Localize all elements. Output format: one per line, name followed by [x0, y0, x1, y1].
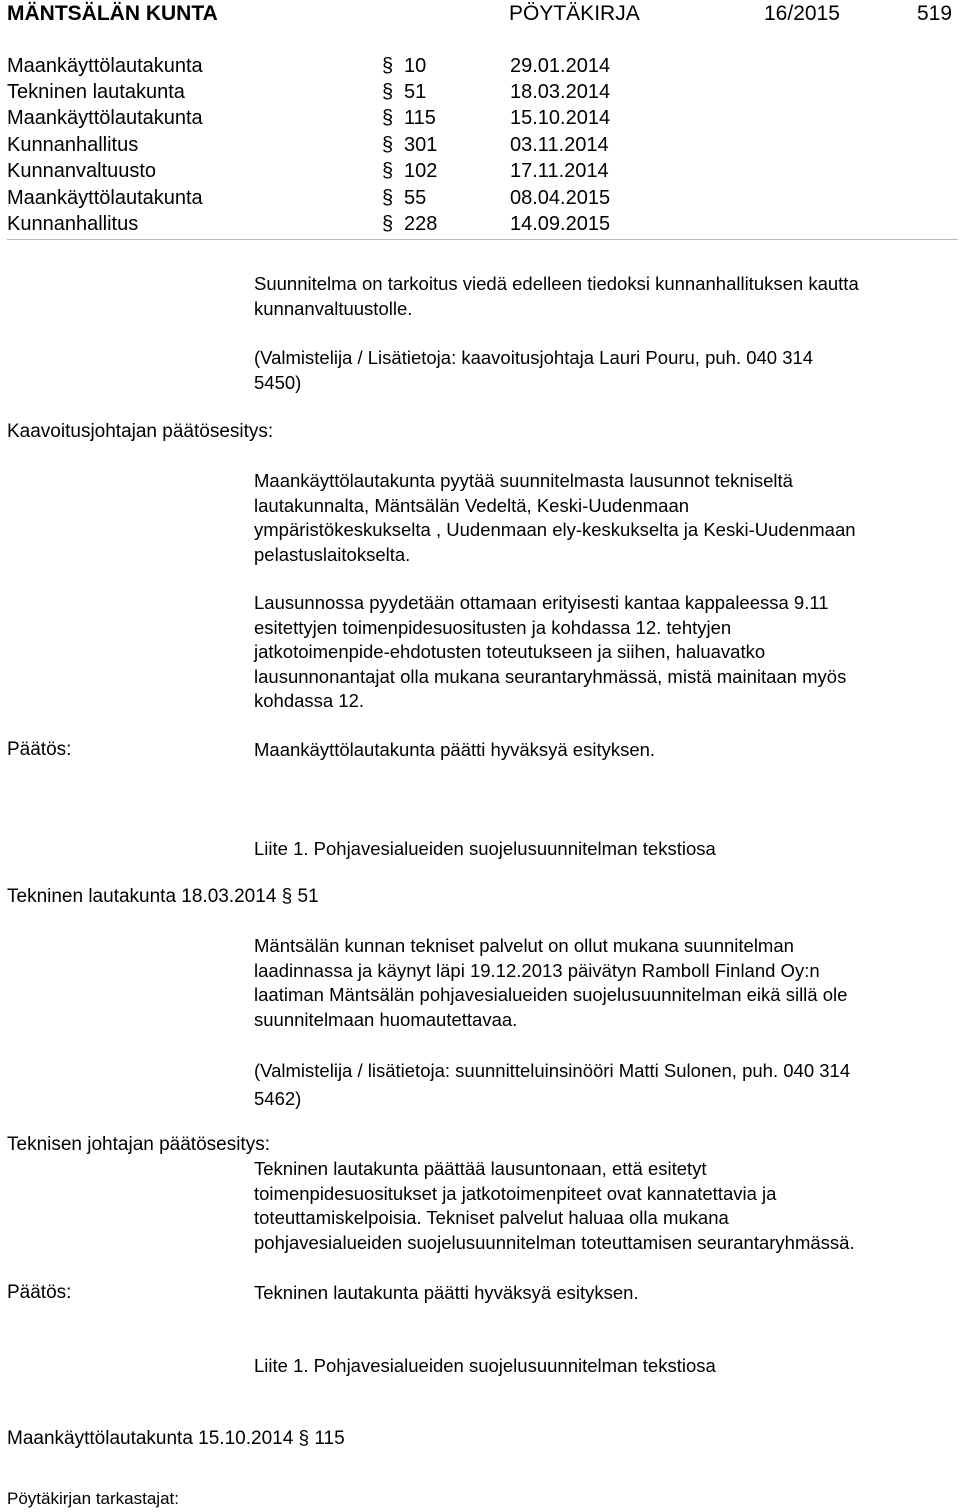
proposal-paragraph: [254, 1157, 954, 1255]
history-date: 29.01.2014: [510, 55, 611, 77]
history-divider: [7, 239, 958, 240]
history-date: 17.11.2014: [510, 160, 609, 182]
text-line: ympäristökeskukselta , Uudenmaan ely-keskukselta ja Keski-Uudenmaan: [254, 519, 856, 540]
text-line: 5450): [254, 371, 302, 393]
history-number: 115: [404, 107, 436, 129]
text-line: suunnitelmaan huomautettavaa.: [254, 1008, 518, 1030]
history-number: 102: [404, 160, 438, 182]
text-line: pelastuslaitokselta.: [254, 543, 411, 565]
paragraph-sign: §: [382, 213, 394, 235]
text-line: laadinnassa ja käynyt läpi 19.12.2013 päivätyn Ramboll Finland Oy:n: [254, 959, 820, 981]
paragraph-sign: §: [382, 160, 394, 182]
history-body: Kunnanhallitus: [7, 134, 139, 156]
paragraph-sign: §: [382, 187, 394, 209]
history-number: 10: [404, 55, 427, 77]
text-line: toteuttamiskelpoisia. Tekniset palvelut haluaa olla mukana: [254, 1207, 729, 1228]
history-row: [7, 55, 957, 81]
text-line: Suunnitelma on tarkoitus viedä edelleen tiedoksi kunnanhallituksen kautta: [254, 273, 859, 294]
text-line: Tekninen lautakunta päättää lausuntonaan, että esitetyt: [254, 1158, 707, 1179]
text-line: kunnanvaltuustolle.: [254, 297, 413, 319]
decision-text: Maankäyttölautakunta päätti hyväksyä esityksen.: [254, 739, 656, 760]
history-body: Maankäyttölautakunta: [7, 187, 203, 209]
history-body: Maankäyttölautakunta: [7, 55, 203, 77]
history-number: 55: [404, 187, 427, 209]
history-number: 228: [404, 213, 438, 235]
text-line: (Valmistelija / lisätietoja: suunnitteluinsinööri Matti Sulonen, puh. 040 314: [254, 1060, 851, 1081]
history-date: 15.10.2014: [510, 107, 611, 129]
proposal-label: Kaavoitusjohtajan päätösesitys:: [7, 421, 274, 442]
text-line: esitettyjen toimenpidesuositusten ja kohdassa 12. tehtyjen: [254, 616, 732, 638]
history-body: Maankäyttölautakunta: [7, 107, 203, 129]
history-row: [7, 134, 957, 160]
section-reference: Maankäyttölautakunta 15.10.2014 § 115: [7, 1428, 345, 1449]
preparer-paragraph: [254, 346, 954, 395]
paragraph-sign: §: [382, 81, 394, 103]
decision-text: Tekninen lautakunta päätti hyväksyä esityksen.: [254, 1282, 639, 1303]
text-line: lausunnonantajat olla mukana seurantaryhmässä, mistä mainitaan myös: [254, 665, 847, 687]
text-line: toimenpidesuositukset ja jatkotoimenpiteet ovat kannatettavia ja: [254, 1182, 777, 1204]
text-line: pohjavesialueiden suojelusuunnitelman toteuttamisen seurantaryhmässä.: [254, 1231, 855, 1253]
body-paragraph: [254, 934, 954, 1032]
history-body: Kunnanhallitus: [7, 213, 139, 235]
document-type: PÖYTÄKIRJA: [509, 2, 640, 25]
decision-label: Päätös:: [7, 739, 72, 760]
history-body: Kunnanvaltuusto: [7, 160, 157, 182]
paragraph-sign: §: [382, 107, 394, 129]
paragraph-sign: §: [382, 55, 394, 77]
history-body: Tekninen lautakunta: [7, 81, 185, 103]
history-row: [7, 160, 957, 186]
text-line: laatiman Mäntsälän pohjavesialueiden suojelusuunnitelman eikä sillä ole: [254, 984, 848, 1005]
proposal-label: Teknisen johtajan päätösesitys:: [7, 1134, 270, 1155]
preparer-paragraph: [254, 1057, 954, 1113]
history-number: 51: [404, 81, 427, 103]
text-line: lautakunnalta, Mäntsälän Vedeltä, Keski-Uudenmaan: [254, 494, 690, 516]
document-number: 16/2015: [764, 2, 840, 25]
proposal-paragraph: [254, 469, 954, 567]
statement-paragraph: [254, 591, 954, 714]
text-line: kohdassa 12.: [254, 690, 365, 711]
history-date: 03.11.2014: [510, 134, 609, 156]
decision-label: Päätös:: [7, 1282, 72, 1303]
section-reference: Tekninen lautakunta 18.03.2014 § 51: [7, 886, 319, 907]
text-line: Maankäyttölautakunta pyytää suunnitelmasta lausunnot tekniseltä: [254, 470, 793, 491]
checkers-label: Pöytäkirjan tarkastajat:: [7, 1489, 179, 1508]
text-line: (Valmistelija / Lisätietoja: kaavoitusjohtaja Lauri Pouru, puh. 040 314: [254, 347, 814, 368]
history-date: 08.04.2015: [510, 187, 611, 209]
attachment-reference: Liite 1. Pohjavesialueiden suojelusuunnitelman tekstiosa: [254, 838, 716, 859]
history-row: [7, 81, 957, 107]
history-date: 14.09.2015: [510, 213, 611, 235]
organization-name: MÄNTSÄLÄN KUNTA: [7, 2, 218, 25]
history-row: [7, 107, 957, 133]
intro-paragraph: [254, 272, 954, 321]
attachment-reference: Liite 1. Pohjavesialueiden suojelusuunnitelman tekstiosa: [254, 1355, 716, 1376]
text-line: jatkotoimenpide-ehdotusten toteutukseen ja siihen, haluavatko: [254, 641, 766, 662]
text-line: 5462): [254, 1088, 302, 1109]
text-line: Mäntsälän kunnan tekniset palvelut on ollut mukana suunnitelman: [254, 935, 794, 956]
history-number: 301: [404, 134, 438, 156]
page-number: 519: [917, 2, 953, 25]
history-row: [7, 187, 957, 213]
history-date: 18.03.2014: [510, 81, 611, 103]
paragraph-sign: §: [382, 134, 394, 156]
text-line: Lausunnossa pyydetään ottamaan erityisesti kantaa kappaleessa 9.11: [254, 592, 829, 613]
history-row: [7, 213, 957, 239]
